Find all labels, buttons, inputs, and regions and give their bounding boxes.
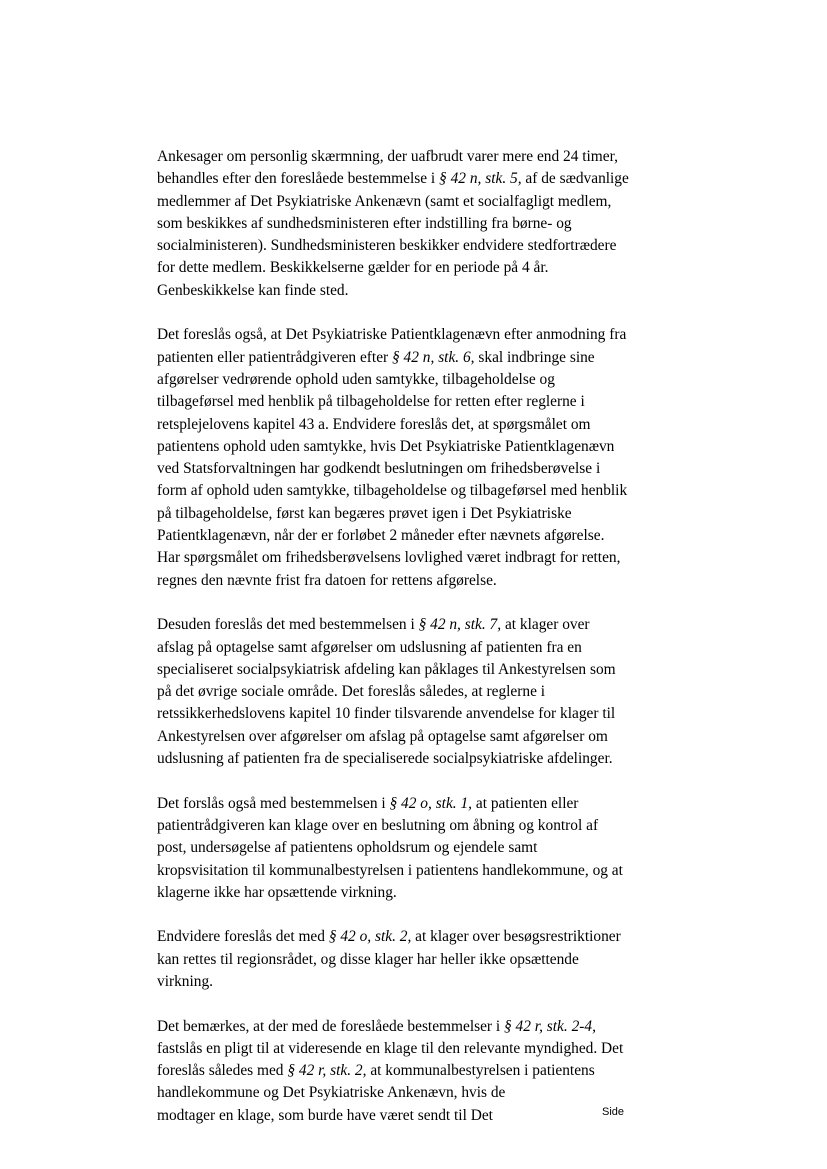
text-line [157,458,677,480]
text-line [157,547,677,569]
text-line [157,213,677,235]
text-segment: handlekommune og Det Psykiatriske Ankenævn, hvis de [157,1084,506,1102]
text-line [157,860,677,882]
text-line [157,436,677,458]
text-line [157,882,677,904]
text-segment: behandles efter den foreslåede bestemmelse i [157,170,440,188]
text-line [157,414,677,436]
section-reference: § 42 o, stk. 1, [389,794,473,812]
paragraph [157,793,677,904]
text-line [157,949,677,971]
section-reference: § 42 n, stk. 6, [392,348,475,366]
text-segment: afgørelser vedrørende ophold uden samtykke, tilbageholdelse og [157,370,555,388]
text-segment: retssikkerhedslovens kapitel 10 finder tilsvarende anvendelse for klager til [157,705,616,723]
text-segment: kan rettes til regionsrådet, og disse klager har heller ikke opsættende [157,950,579,968]
text-segment: ved Statsforvaltningen har godkendt beslutningen om frihedsberøvelse i [157,460,601,478]
text-segment: at kommunalbestyrelsen i patientens [366,1062,595,1080]
document-body [157,146,677,1149]
section-reference: § 42 r, stk. 2, [287,1062,367,1080]
text-line [157,1105,677,1127]
text-line [157,637,677,659]
paragraph [157,614,677,770]
text-line [157,793,677,815]
text-segment: form af ophold uden samtykke, tilbageholdelse og tilbageførsel med henblik [157,482,628,500]
text-segment: Desuden foreslås det med bestemmelsen i [157,616,419,634]
page-footer-label: Side [602,1106,625,1118]
text-segment: at patienten eller [472,794,579,812]
text-line [157,726,677,748]
text-segment: tilbageførsel med henblik på tilbageholdelse for retten efter reglerne i [157,393,585,411]
text-line [157,748,677,770]
paragraph [157,926,677,993]
text-segment: at klager over besøgsrestriktioner [411,928,621,946]
text-segment: som beskikkes af sundhedsministeren efter indstilling fra børne- og [157,214,572,232]
text-line [157,347,677,369]
text-segment: patienten eller patientrådgiveren efter [157,348,393,366]
text-segment: medlemmer af Det Psykiatriske Ankenævn (samt et socialfagligt medlem, [157,192,612,210]
text-segment: Patientklagenævn, når der er forløbet 2 måneder efter nævnets afgørelse. [157,527,605,545]
text-line [157,324,677,346]
text-line [157,815,677,837]
text-line [157,1082,677,1104]
paragraph [157,1016,677,1127]
text-segment: foreslås således med [157,1062,288,1080]
text-line [157,235,677,257]
text-segment: patientens ophold uden samtykke, hvis Det Psykiatriske Patientklagenævn [157,437,615,455]
text-line [157,570,677,592]
text-segment: retsplejelovens kapitel 43 a. Endvidere foreslås det, at spørgsmålet om [157,415,591,433]
text-segment: patientrådgiveren kan klage over en beslutning om åbning og kontrol af [157,816,599,834]
text-segment: Det foreslås også, at Det Psykiatriske Patientklagenævn efter anmodning fra [157,326,627,344]
text-line [157,703,677,725]
text-line [157,168,677,190]
text-segment: på det øvrige sociale område. Det foreslås således, at reglerne i [157,683,546,701]
text-line [157,503,677,525]
text-segment: Ankesager om personlig skærmning, der uafbrudt varer mere end 24 timer, [157,148,618,165]
text-line [157,369,677,391]
text-line [157,280,677,302]
text-line [157,837,677,859]
text-line [157,191,677,213]
text-line [157,391,677,413]
text-line [157,659,677,681]
text-segment: udslusning af patienten fra de specialiserede socialpsykiatriske afdelinger. [157,750,613,768]
text-segment: Ankestyrelsen over afgørelser om afslag på optagelse samt afgørelser om [157,727,608,745]
text-segment: på tilbageholdelse, først kan begæres prøvet igen i Det Psykiatriske [157,504,572,522]
text-segment: klagerne ikke har opsættende virkning. [157,883,397,901]
text-line [157,1038,677,1060]
text-segment: Har spørgsmålet om frihedsberøvelsens lovlighed været indbragt for retten, [157,549,621,567]
text-segment: Det bemærkes, at der med de foreslåede bestemmelser i [157,1017,505,1035]
text-line [157,480,677,502]
section-reference: § 42 n, stk. 7, [418,616,502,634]
paragraph [157,146,677,302]
text-segment: Genbeskikkelse kan finde sted. [157,281,349,299]
text-segment: fastslås en pligt til at videresende en klage til den relevante myndighed. Det [157,1039,624,1057]
text-segment: socialministeren). Sundhedsministeren beskikker endvidere stedfortrædere [157,237,617,255]
text-segment: afslag på optagelse samt afgørelser om udslusning af patienten fra en [157,638,582,656]
text-line [157,681,677,703]
text-line [157,525,677,547]
text-line [157,146,677,168]
text-segment: af de sædvanlige [521,170,629,188]
text-line [157,971,677,993]
text-segment: modtager en klage, som burde have været sendt til Det [157,1106,493,1124]
paragraph [157,324,677,592]
text-segment: at klager over [501,616,590,634]
section-reference: § 42 n, stk. 5, [439,170,522,188]
text-segment: specialiseret socialpsykiatrisk afdeling kan påklages til Ankestyrelsen som [157,660,616,678]
section-reference: § 42 o, stk. 2, [328,928,412,946]
text-line [157,1016,677,1038]
section-reference: § 42 r, stk. 2-4, [504,1017,596,1035]
text-segment: regnes den nævnte frist fra datoen for rettens afgørelse. [157,571,497,589]
text-segment: kropsvisitation til kommunalbestyrelsen i patientens handlekommune, og at [157,861,623,879]
text-line [157,257,677,279]
text-segment: post, undersøgelse af patientens opholdsrum og ejendele samt [157,839,538,857]
text-line [157,1060,677,1082]
text-segment: Endvidere foreslås det med [157,928,329,946]
text-segment: Det forslås også med bestemmelsen i [157,794,390,812]
text-segment: for dette medlem. Beskikkelserne gælder for en periode på 4 år. [157,259,549,277]
text-line [157,614,677,636]
text-line [157,926,677,948]
text-segment: virkning. [157,972,214,990]
text-segment: skal indbringe sine [474,348,595,366]
